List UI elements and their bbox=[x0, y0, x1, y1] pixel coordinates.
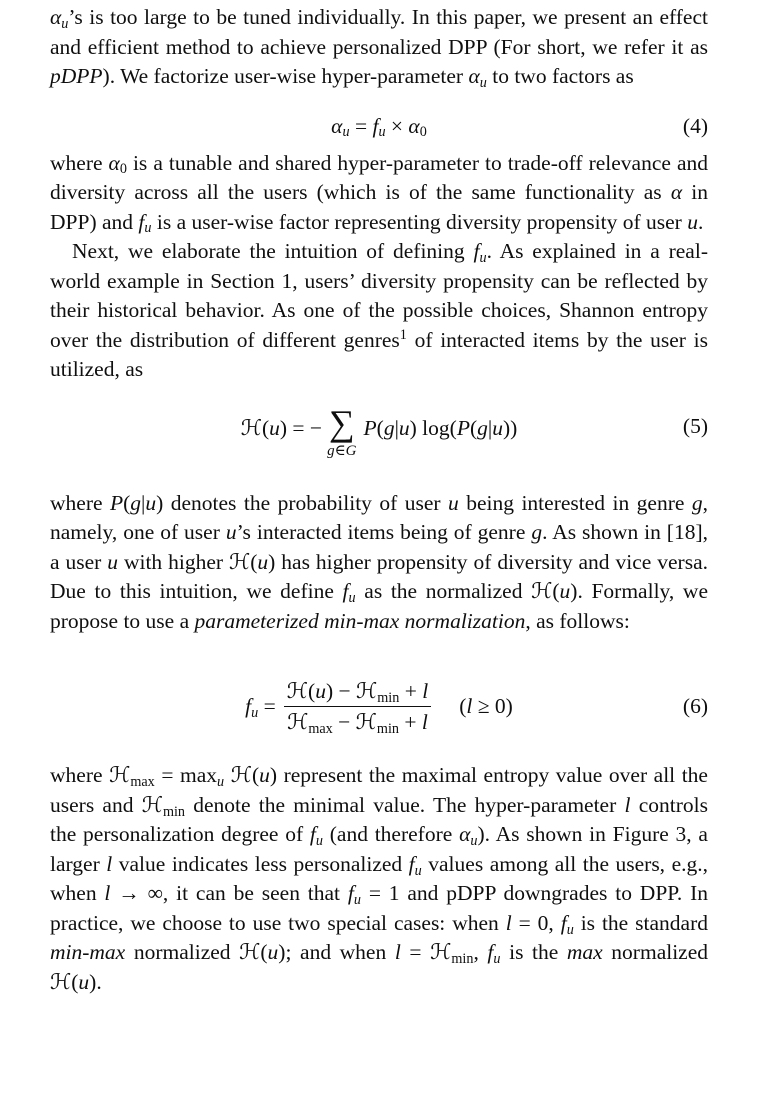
sigma-glyph: ∑ bbox=[328, 402, 355, 443]
equation-4 bbox=[50, 114, 708, 139]
equation-4-number: (4) bbox=[682, 113, 708, 138]
paragraph-5: where ℋ$_{max}$ = $\max_u$ ℋ(u) represent the maximal entropy value over all the users and ℋ$_{min}$ denote the minimal value. The hyper-parameter l controls the personalization degree of $f_u$ (and therefore $\alpha_u$). As shown in Figure 3, a larger l value indicates less personalized $f_u$ values among all the users, e.g., when l → ∞, it can be seen that $f_u = 1$ and pDPP downgrades to DPP. In practice, we choose to use two special cases: when l = 0, $f_u$ is the standard min-max normalized ℋ(u); and when l = ℋ$_{min}$, $f_u$ is the max normalized ℋ(u). bbox=[50, 763, 709, 994]
summation-symbol bbox=[327, 402, 357, 459]
equation-5 bbox=[50, 402, 708, 459]
summation-limits: g∈G bbox=[327, 442, 357, 459]
equation-6-lhs: $f_u$ = bbox=[245, 694, 276, 722]
equation-4-body: $\alpha_u = f_u \times \alpha_0$ bbox=[331, 113, 427, 141]
paragraph-1: $\alpha_u’s$ is too large to be tuned individually. In this paper, we present an effect and efficient method to achieve personalized DPP (For short, we refer it as pDPP). We factorize user-wise hyper-parameter $\alpha_u$ to two factors as bbox=[50, 5, 708, 91]
fraction-denominator: ℋ$_{max}$ − ℋ$_{min}$ + l bbox=[284, 706, 431, 737]
paragraph-2: where $\alpha_0$ is a tunable and shared hyper-parameter to trade-off relevance and diversity across all the users (which is of the same functionality as α in DPP) and $f_u$ is a user-wise factor representing diversity propensity of user u. bbox=[50, 150, 708, 237]
equation-6 bbox=[50, 676, 708, 737]
equation-5-body: P(g|u) log(P(g|u)) bbox=[363, 415, 518, 440]
paragraph-4: where P(g|u) denotes the probability of user u being interested in genre g, namely, one of user u’s interacted items being of genre g. As shown in [18], a user u with higher ℋ(u) has higher propensity of diversity and vice versa. Due to this intuition, we define $f_u$ as the normalized ℋ(u). Formally, we propose to use a parameterized min-max normalization, as follows: bbox=[50, 490, 708, 633]
equation-5-number: (5) bbox=[682, 413, 708, 438]
fraction bbox=[284, 676, 431, 737]
equation-6-number: (6) bbox=[682, 694, 708, 719]
equation-5-lhs: ℋ(u) = − bbox=[240, 415, 323, 440]
fraction-numerator: ℋ(u) − ℋ$_{min}$ + l bbox=[286, 679, 429, 706]
paragraph-3: Next, we elaborate the intuition of defining $f_u$. As explained in a real-world example in Section 1, users’ diversity propensity can be reflected by their historical behavior. As one of the possible choices, Shannon entropy over the distribution of different genres$^1$ of interacted items by the user is utilized, as bbox=[50, 239, 708, 381]
equation-6-condition: (l ≥ 0) bbox=[459, 694, 513, 719]
